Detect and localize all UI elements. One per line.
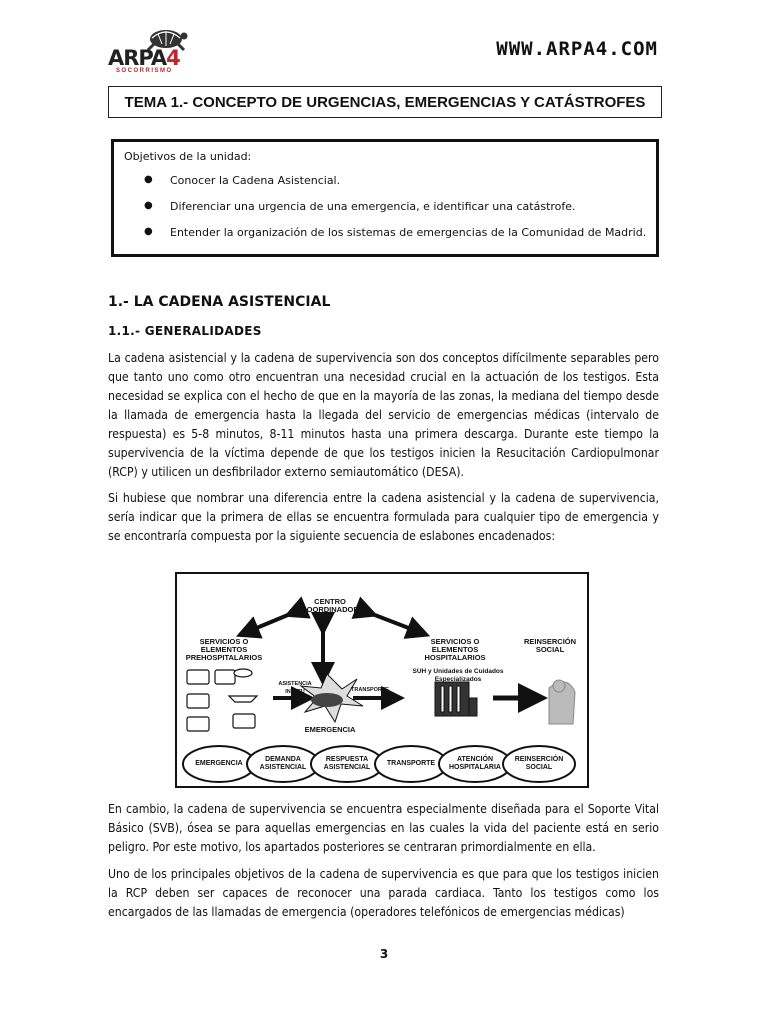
chain-link-label: DEMANDA ASISTENCIAL	[259, 756, 307, 771]
label-reinsercion: REINSERCIÓN SOCIAL	[523, 637, 577, 654]
page-number: 3	[379, 947, 389, 961]
label-centro-coordinador: CENTRO COORDINADOR	[301, 597, 359, 614]
paragraph: Si hubiese que nombrar una diferencia entre la cadena asistencial y la cadena de supervivencia, sería indicar que la primera de ellas se encuentra formulada para cualquier tipo de emergencia y se encontraría compuesta por la siguiente secuencia de eslabones encadenados:	[108, 491, 659, 543]
logo-subtitle: SOCORRISMO	[116, 68, 173, 74]
arpa4-logo	[106, 24, 196, 76]
bullet-icon: ●	[144, 174, 153, 185]
label-transporte-arrow: TRANSPORTE	[351, 687, 389, 693]
arrow-centro-right	[367, 612, 419, 632]
label-prehospitalarios: SERVICIOS O ELEMENTOS PREHOSPITALARIOS	[185, 637, 263, 662]
label-suh: SUH y Unidades de Cuidados Especializados	[412, 668, 504, 683]
arrow-centro-left	[247, 612, 295, 632]
website-url: WWW.ARPA4.COM	[496, 38, 658, 60]
family-silhouette-icon	[549, 680, 575, 724]
objective-item: ● Entender la organización de los sistemas de emergencias de la Comunidad de Madrid.	[144, 226, 647, 239]
label-asistencia-in-situ: ASISTENCIA IN SITU	[278, 681, 312, 695]
cadena-asistencial-diagram	[175, 572, 589, 788]
chain-link-label: EMERGENCIA	[195, 760, 243, 767]
objective-item: ● Diferenciar una urgencia de una emergencia, e identificar una catástrofe.	[144, 200, 576, 213]
objective-item: ● Conocer la Cadena Asistencial.	[144, 174, 341, 187]
diagram-graphics	[177, 574, 587, 786]
chain-link-label: TRANSPORTE	[386, 760, 436, 767]
bullet-icon: ●	[144, 226, 153, 237]
objectives-heading: Objetivos de la unidad:	[124, 150, 252, 163]
objectives-list	[144, 174, 646, 252]
objectives-box	[111, 139, 659, 257]
section-heading: 1.- LA CADENA ASISTENCIAL	[108, 294, 331, 310]
chain-link-label: RESPUESTA ASISTENCIAL	[323, 756, 371, 771]
bullet-icon: ●	[144, 200, 153, 211]
paragraph: Uno de los principales objetivos de la cadena de supervivencia es que para que los testigos inicien la RCP deben ser capaces de reconocer una parada cardiaca. Tanto los testigos como los encargados de las llamadas de emergencia (operadores telefónicos de emergencias médicas)	[108, 867, 659, 919]
ambulance-icons	[187, 669, 257, 731]
paragraph: En cambio, la cadena de supervivencia se encuentra especialmente diseñada para el Soporte Vital Básico (SVB), ósea se para aquellas emergencias en las cuales la vida del paciente está en serio peligro. Por este motivo, los apartados posteriores se centraran primordialmente en ella.	[108, 802, 659, 854]
subsection-heading: 1.1.- GENERALIDADES	[108, 324, 262, 338]
chain-link-label: REINSERCIÓN SOCIAL	[514, 756, 564, 771]
paragraph: La cadena asistencial y la cadena de supervivencia son dos conceptos difícilmente separables pero que tanto uno como otro encuentran una necesidad crucial en la actuación de los testigos. Esta necesidad se explica con el hecho de que en la mayoría de las zonas, la mediana del tiempo desde la llamada de emergencia hasta la llegada del servicio de emergencias médicas (intervalo de respuesta) es 5-8 minutos, 8-11 minutos hasta una primera descarga. Durante este tiempo la supervivencia de la víctima depende de que los testigos inicien la Resucitación Cardiopulmonar (RCP) y utilicen un desfibrilador externo semiautomático (DESA).	[108, 351, 659, 479]
logo-wordmark: ARPA4	[108, 46, 180, 70]
hospital-icon	[435, 682, 477, 716]
label-emergencia-scene: EMERGENCIA	[304, 725, 356, 734]
label-hospitalarios: SERVICIOS O ELEMENTOS HOSPITALARIOS	[424, 637, 486, 662]
chain-link-label: ATENCIÓN HOSPITALARIA	[449, 756, 501, 771]
unit-title: TEMA 1.- CONCEPTO DE URGENCIAS, EMERGENCIAS Y CATÁSTROFES	[108, 86, 662, 118]
